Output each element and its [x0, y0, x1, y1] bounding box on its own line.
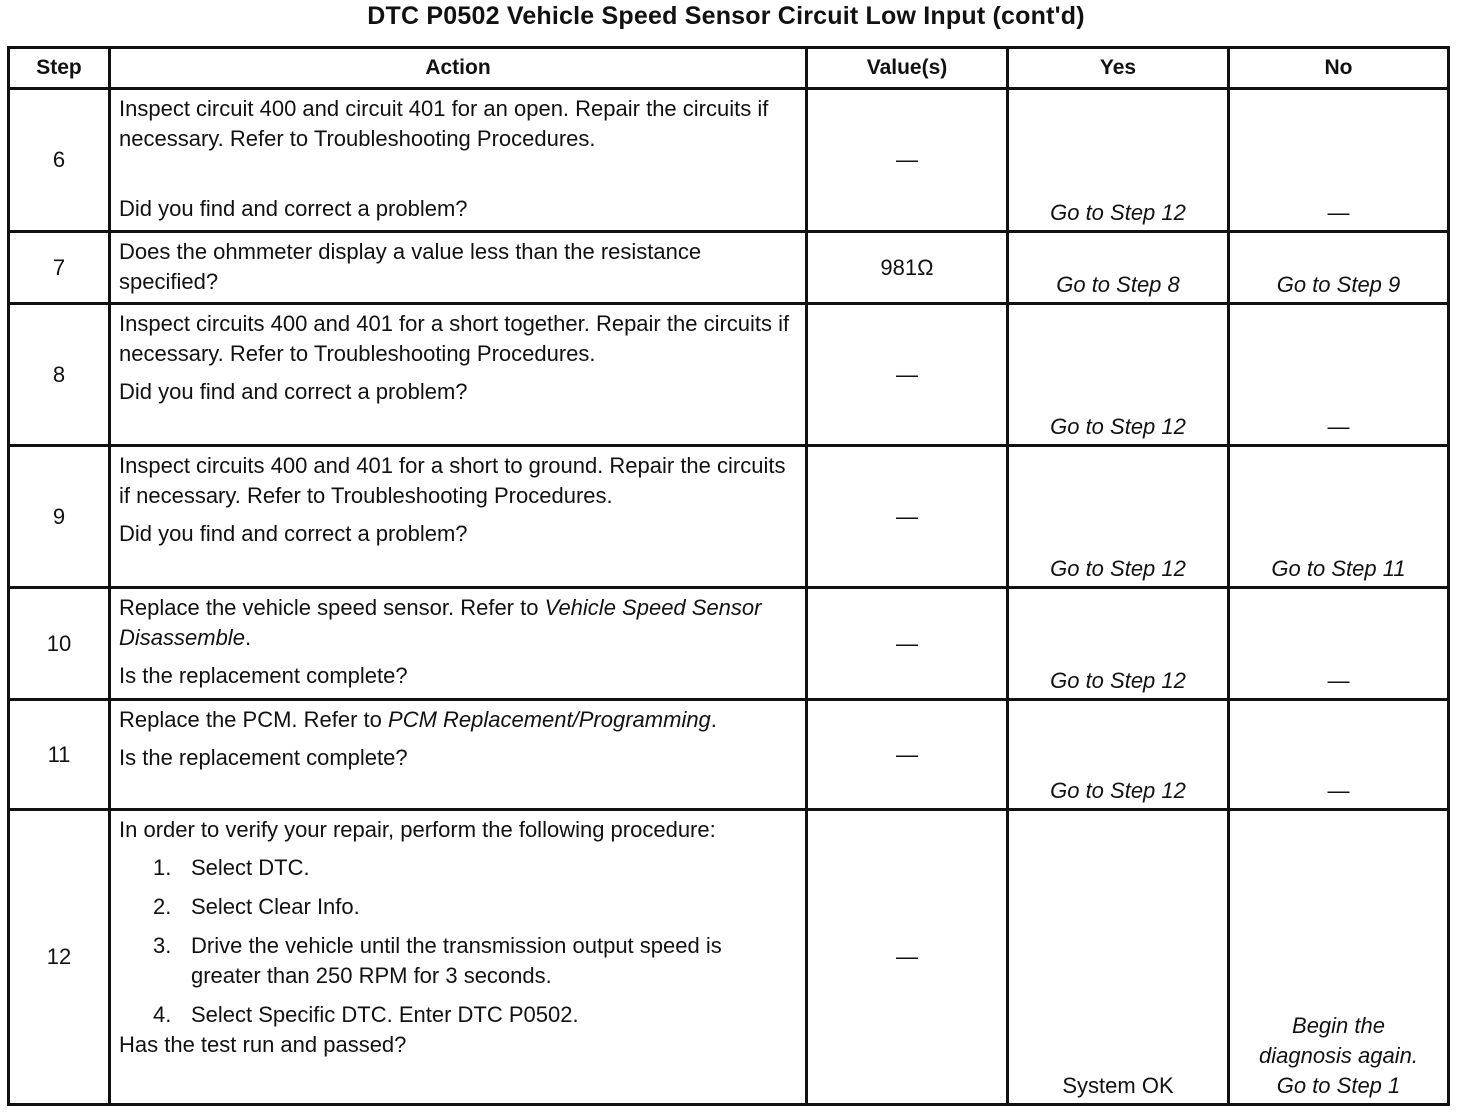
yes-cell: Go to Step 12: [1008, 446, 1229, 588]
action-reference: Vehicle Speed Sensor Disassemble: [119, 595, 762, 650]
step-number: 11: [9, 700, 110, 810]
step-number: 10: [9, 588, 110, 700]
list-item: [153, 853, 797, 883]
action-text: Inspect circuits 400 and 401 for a short together. Repair the circuits if necessary. Refer to Troubleshooting Procedures.: [119, 311, 790, 366]
table-row: [9, 446, 1449, 588]
header-step: Step: [9, 48, 110, 89]
value-cell: —: [807, 700, 1008, 810]
value-cell: 981Ω: [807, 232, 1008, 304]
procedure-list: [119, 853, 797, 1030]
no-cell: Go to Step 11: [1229, 446, 1449, 588]
no-cell: —: [1229, 588, 1449, 700]
action-question: Is the replacement complete?: [119, 745, 408, 770]
list-item-text: Select Clear Info.: [191, 894, 360, 919]
no-cell: Go to Step 9: [1229, 232, 1449, 304]
table-row: [9, 304, 1449, 446]
table-row: [9, 232, 1449, 304]
no-line: Begin the: [1292, 1013, 1385, 1038]
step-number: 6: [9, 89, 110, 232]
page-title: DTC P0502 Vehicle Speed Sensor Circuit Low Input (cont'd): [367, 2, 1085, 30]
table-row: [9, 810, 1449, 1105]
header-action: Action: [110, 48, 807, 89]
action-question: Is the replacement complete?: [119, 663, 408, 688]
value-cell: —: [807, 304, 1008, 446]
action-question: Did you find and correct a problem?: [119, 196, 468, 221]
no-cell: —: [1229, 89, 1449, 232]
step-number: 9: [9, 446, 110, 588]
no-line: diagnosis again.: [1258, 1043, 1418, 1068]
yes-cell: Go to Step 8: [1008, 232, 1229, 304]
list-item-number: 1.: [153, 855, 172, 880]
action-text: Does the ohmmeter display a value less than the resistance specified?: [119, 239, 702, 294]
list-item-number: 3.: [153, 933, 172, 958]
action-prefix: Replace the vehicle speed sensor. Refer to: [119, 595, 545, 620]
list-item: [153, 1000, 797, 1030]
header-values: Value(s): [807, 48, 1008, 89]
yes-cell: Go to Step 12: [1008, 304, 1229, 446]
action-text: [119, 593, 797, 653]
action-reference: PCM Replacement/Programming: [388, 707, 711, 732]
action-prefix: Replace the PCM. Refer to: [119, 707, 389, 732]
no-line: Go to Step 1: [1276, 1073, 1401, 1098]
step-number: 8: [9, 304, 110, 446]
diagnostic-table: [7, 46, 1450, 1106]
action-question: Did you find and correct a problem?: [119, 379, 468, 404]
list-item-text: Drive the vehicle until the transmission output speed is greater than 250 RPM for 3 seconds.: [191, 933, 722, 988]
action-question: Has the test run and passed?: [119, 1032, 407, 1057]
action-suffix: .: [244, 625, 252, 650]
no-cell: —: [1229, 304, 1449, 446]
no-cell: —: [1229, 700, 1449, 810]
list-item: [153, 892, 797, 922]
yes-cell: System OK: [1008, 810, 1229, 1105]
action-cell: [110, 700, 807, 810]
header-no: No: [1229, 48, 1449, 89]
yes-cell: Go to Step 12: [1008, 588, 1229, 700]
list-item-number: 4.: [153, 1002, 172, 1027]
action-text: Inspect circuit 400 and circuit 401 for an open. Repair the circuits if necessary. Refer to Troubleshooting Procedures.: [119, 96, 769, 151]
table-row: [9, 588, 1449, 700]
action-cell: [110, 446, 807, 588]
action-cell: [110, 232, 807, 304]
list-item-text: Select Specific DTC. Enter DTC P0502.: [191, 1002, 579, 1027]
list-item-text: Select DTC.: [191, 855, 310, 880]
header-row: [9, 48, 1449, 89]
action-question: Did you find and correct a problem?: [119, 521, 468, 546]
value-cell: —: [807, 446, 1008, 588]
value-cell: —: [807, 89, 1008, 232]
action-cell: [110, 89, 807, 232]
action-suffix: .: [710, 707, 717, 732]
no-cell: [1229, 810, 1449, 1105]
action-cell: [110, 588, 807, 700]
value-cell: —: [807, 588, 1008, 700]
action-cell: [110, 304, 807, 446]
yes-cell: Go to Step 12: [1008, 700, 1229, 810]
action-cell: [110, 810, 807, 1105]
step-number: 12: [9, 810, 110, 1105]
list-item-number: 2.: [153, 894, 172, 919]
table-row: [9, 700, 1449, 810]
step-number: 7: [9, 232, 110, 304]
value-cell: —: [807, 810, 1008, 1105]
action-text: Inspect circuits 400 and 401 for a short to ground. Repair the circuits if necessary. Refer to Troubleshooting Procedures.: [119, 453, 786, 508]
action-text: [119, 705, 797, 735]
list-item: [153, 931, 797, 991]
table-row: [9, 89, 1449, 232]
header-yes: Yes: [1008, 48, 1229, 89]
yes-cell: Go to Step 12: [1008, 89, 1229, 232]
action-text: In order to verify your repair, perform the following procedure:: [119, 817, 716, 842]
